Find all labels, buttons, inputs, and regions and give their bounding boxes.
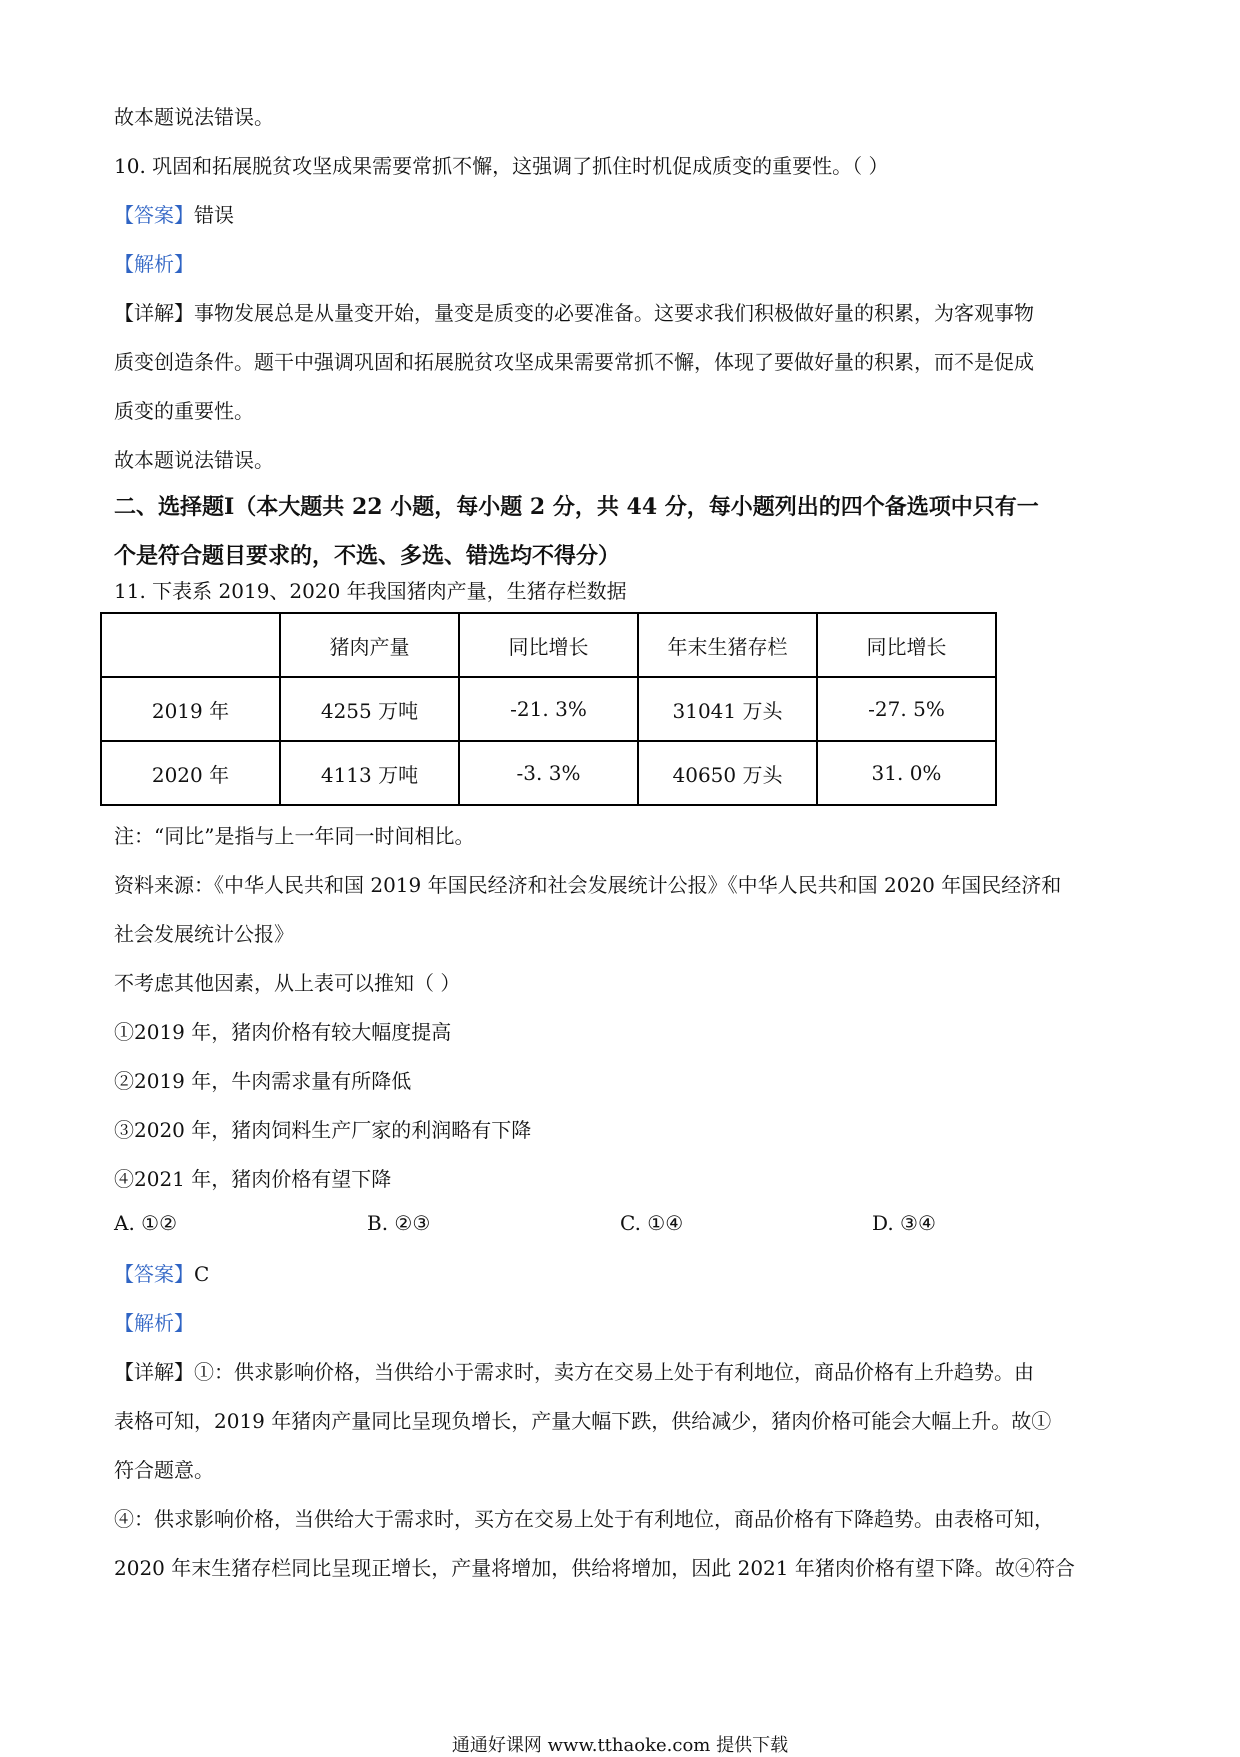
table-cell: 2020 年 bbox=[101, 741, 280, 805]
question-11-stem: 不考虑其他因素，从上表可以推知（ ） bbox=[114, 971, 461, 995]
table-header-cell: 同比增长 bbox=[817, 613, 996, 677]
answer-tag: 【答案】 bbox=[114, 203, 194, 227]
statement-2: ②2019 年，牛肉需求量有所降低 bbox=[114, 1069, 412, 1093]
option-a: A. ①② bbox=[114, 1211, 178, 1235]
answer-10 bbox=[114, 201, 1134, 229]
table-cell: -3. 3% bbox=[459, 741, 638, 805]
detail-tag: 【详解】 bbox=[114, 1360, 194, 1384]
option-b: B. ②③ bbox=[367, 1211, 431, 1235]
option-c: C. ①④ bbox=[620, 1211, 684, 1235]
detail-11-line-1 bbox=[114, 1358, 1134, 1386]
answer-tag: 【答案】 bbox=[114, 1262, 194, 1286]
table-cell: 4255 万吨 bbox=[280, 677, 459, 741]
table-header-cell bbox=[101, 613, 280, 677]
table-cell: -21. 3% bbox=[459, 677, 638, 741]
answer-value: 错误 bbox=[194, 203, 234, 227]
question-10: 10. 巩固和拓展脱贫攻坚成果需要常抓不懈，这强调了抓住时机促成质变的重要性。（ ） bbox=[114, 154, 889, 178]
statement-3: ③2020 年，猪肉饲料生产厂家的利润略有下降 bbox=[114, 1118, 532, 1142]
analysis-tag-10: 【解析】 bbox=[114, 252, 194, 276]
statement-4: ④2021 年，猪肉价格有望下降 bbox=[114, 1167, 392, 1191]
section-2-heading-1: 二、选择题Ⅰ（本大题共 22 小题，每小题 2 分，共 44 分，每小题列出的四个备选项中只有一 bbox=[114, 494, 1039, 520]
table-header-cell: 年末生猪存栏 bbox=[638, 613, 817, 677]
detail-11-line-3: 符合题意。 bbox=[114, 1458, 214, 1482]
source-line-1: 资料来源：《中华人民共和国 2019 年国民经济和社会发展统计公报》《中华人民共和国 2020 年国民经济和 bbox=[114, 873, 1062, 897]
answer-value: C bbox=[194, 1262, 210, 1286]
conclusion-line-1: 故本题说法错误。 bbox=[114, 105, 274, 129]
answer-options bbox=[114, 1211, 1134, 1239]
analysis-tag-11: 【解析】 bbox=[114, 1311, 194, 1335]
detail-text: 事物发展总是从量变开始，量变是质变的必要准备。这要求我们积极做好量的积累，为客观事物 bbox=[194, 301, 1034, 325]
data-table bbox=[100, 612, 997, 806]
table-cell: 31. 0% bbox=[817, 741, 996, 805]
detail-11-line-5: 2020 年末生猪存栏同比呈现正增长，产量将增加，供给将增加，因此 2021 年猪肉价格有望下降。故④符合 bbox=[114, 1556, 1075, 1580]
answer-11 bbox=[114, 1260, 1134, 1288]
detail-tag: 【详解】 bbox=[114, 301, 194, 325]
table-note: 注：“同比”是指与上一年同一时间相比。 bbox=[114, 824, 475, 848]
detail-11-line-4: ④：供求影响价格，当供给大于需求时，买方在交易上处于有利地位，商品价格有下降趋势。由表格可知， bbox=[114, 1507, 1054, 1531]
detail-11-line-2: 表格可知，2019 年猪肉产量同比呈现负增长，产量大幅下跌，供给减少，猪肉价格可能会大幅上升。故① bbox=[114, 1409, 1052, 1433]
table-cell: 4113 万吨 bbox=[280, 741, 459, 805]
page-footer: 通通好课网 www.tthaoke.com 提供下载 bbox=[451, 1735, 789, 1756]
table-row bbox=[101, 741, 996, 805]
detail-10-line-1 bbox=[114, 299, 1134, 327]
table-cell: -27. 5% bbox=[817, 677, 996, 741]
table-cell: 2019 年 bbox=[101, 677, 280, 741]
option-d: D. ③④ bbox=[872, 1211, 936, 1235]
section-2-heading-2: 个是符合题目要求的，不选、多选、错选均不得分） bbox=[114, 543, 621, 569]
conclusion-10: 故本题说法错误。 bbox=[114, 448, 274, 472]
table-header-row bbox=[101, 613, 996, 677]
table-cell: 31041 万头 bbox=[638, 677, 817, 741]
detail-10-line-2: 质变创造条件。题干中强调巩固和拓展脱贫攻坚成果需要常抓不懈，体现了要做好量的积累，而不是促成 bbox=[114, 350, 1034, 374]
detail-text: ①：供求影响价格，当供给小于需求时，卖方在交易上处于有利地位，商品价格有上升趋势。由 bbox=[194, 1360, 1034, 1384]
question-11: 11. 下表系 2019、2020 年我国猪肉产量，生猪存栏数据 bbox=[114, 579, 627, 603]
source-line-2: 社会发展统计公报》 bbox=[114, 922, 294, 946]
table-header-cell: 猪肉产量 bbox=[280, 613, 459, 677]
table-cell: 40650 万头 bbox=[638, 741, 817, 805]
table-header-cell: 同比增长 bbox=[459, 613, 638, 677]
statement-1: ①2019 年，猪肉价格有较大幅度提高 bbox=[114, 1020, 452, 1044]
table-row bbox=[101, 677, 996, 741]
detail-10-line-3: 质变的重要性。 bbox=[114, 399, 254, 423]
